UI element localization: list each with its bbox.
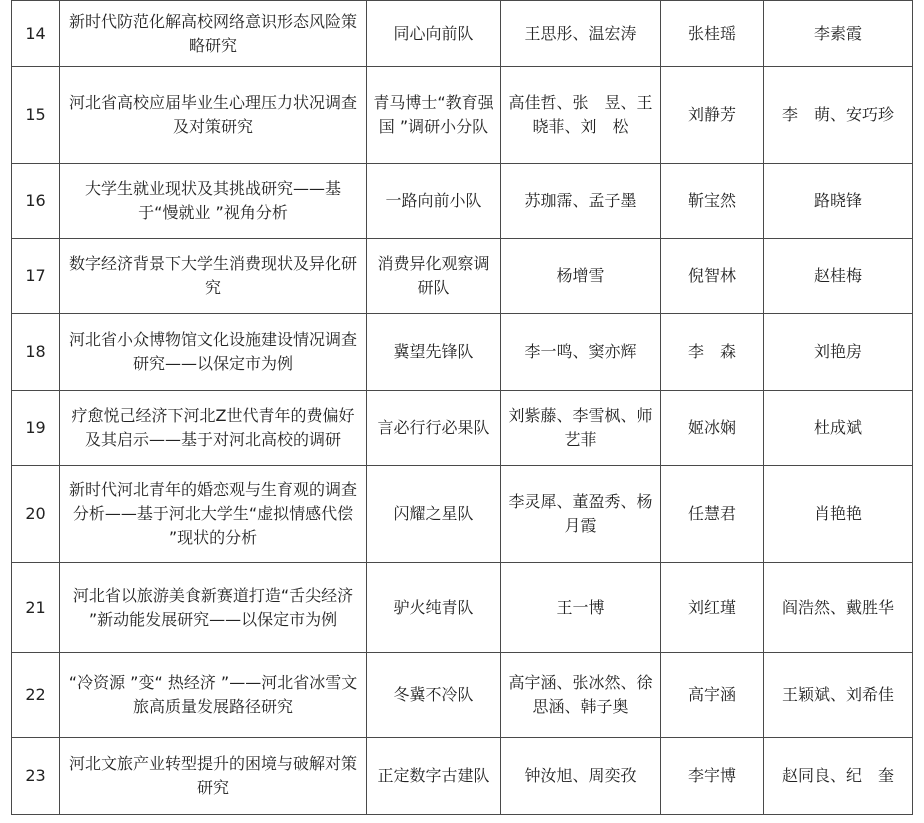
project-table [11,0,913,815]
team-name: 冀望先锋队 [367,314,501,391]
row-number: 21 [12,563,60,653]
row-number: 17 [12,239,60,314]
team-members: 高宇涵、张冰然、徐思涵、韩子奥 [501,653,661,738]
row-number: 18 [12,314,60,391]
team-leader: 张桂瑶 [661,1,764,67]
row-number: 16 [12,164,60,239]
project-title: 河北省以旅游美食新赛道打造“舌尖经济 ”新动能发展研究——以保定市为例 [60,563,367,653]
project-title: 大学生就业现状及其挑战研究——基于“慢就业 ”视角分析 [60,164,367,239]
row-number: 23 [12,738,60,815]
team-members: 杨增雪 [501,239,661,314]
row-number: 15 [12,67,60,164]
team-leader: 李 森 [661,314,764,391]
team-members: 钟汝旭、周奕孜 [501,738,661,815]
team-leader: 刘静芳 [661,67,764,164]
team-name: 青马博士“教育强国 ”调研小分队 [367,67,501,164]
table-row [12,466,913,563]
team-leader: 刘红瑾 [661,563,764,653]
project-title: 河北文旅产业转型提升的困境与破解对策研究 [60,738,367,815]
team-leader: 李宇博 [661,738,764,815]
team-name: 驴火纯青队 [367,563,501,653]
project-title: “冷资源 ”变“ 热经济 ”——河北省冰雪文旅高质量发展路径研究 [60,653,367,738]
team-leader: 倪智林 [661,239,764,314]
project-title: 河北省小众博物馆文化设施建设情况调查研究——以保定市为例 [60,314,367,391]
team-members: 刘紫藤、李雪枫、师艺菲 [501,391,661,466]
advisor: 李素霞 [764,1,913,67]
table-row [12,563,913,653]
team-members: 王思彤、温宏涛 [501,1,661,67]
project-title: 数字经济背景下大学生消费现状及异化研究 [60,239,367,314]
advisor: 刘艳房 [764,314,913,391]
team-members: 李灵犀、董盈秀、杨月霞 [501,466,661,563]
project-title: 河北省高校应届毕业生心理压力状况调查及对策研究 [60,67,367,164]
advisor: 路晓锋 [764,164,913,239]
advisor: 李 萌、安巧珍 [764,67,913,164]
team-leader: 靳宝然 [661,164,764,239]
team-name: 冬冀不冷队 [367,653,501,738]
team-members: 苏珈霈、孟子墨 [501,164,661,239]
advisor: 杜成斌 [764,391,913,466]
project-title: 疗愈悦己经济下河北Z世代青年的费偏好及其启示——基于对河北高校的调研 [60,391,367,466]
team-name: 言必行行必果队 [367,391,501,466]
team-leader: 高宇涵 [661,653,764,738]
advisor: 王颖斌、刘希佳 [764,653,913,738]
project-title: 新时代防范化解高校网络意识形态风险策略研究 [60,1,367,67]
table-row [12,67,913,164]
table-row [12,738,913,815]
team-name: 一路向前小队 [367,164,501,239]
team-members: 高佳哲、张 昱、王晓菲、刘 松 [501,67,661,164]
project-title: 新时代河北青年的婚恋观与生育观的调查分析——基于河北大学生“虚拟情感代偿 ”现状的分析 [60,466,367,563]
row-number: 19 [12,391,60,466]
team-members: 李一鸣、窦亦辉 [501,314,661,391]
team-name: 消费异化观察调研队 [367,239,501,314]
advisor: 阎浩然、戴胜华 [764,563,913,653]
row-number: 14 [12,1,60,67]
row-number: 20 [12,466,60,563]
team-leader: 姬冰娴 [661,391,764,466]
advisor: 赵同良、纪 奎 [764,738,913,815]
advisor: 肖艳艳 [764,466,913,563]
team-name: 同心向前队 [367,1,501,67]
table-row [12,239,913,314]
team-members: 王一博 [501,563,661,653]
row-number: 22 [12,653,60,738]
table-row [12,653,913,738]
table-row [12,1,913,67]
table-row [12,164,913,239]
team-leader: 任慧君 [661,466,764,563]
table-row [12,314,913,391]
team-name: 闪耀之星队 [367,466,501,563]
advisor: 赵桂梅 [764,239,913,314]
table-row [12,391,913,466]
team-name: 正定数字古建队 [367,738,501,815]
